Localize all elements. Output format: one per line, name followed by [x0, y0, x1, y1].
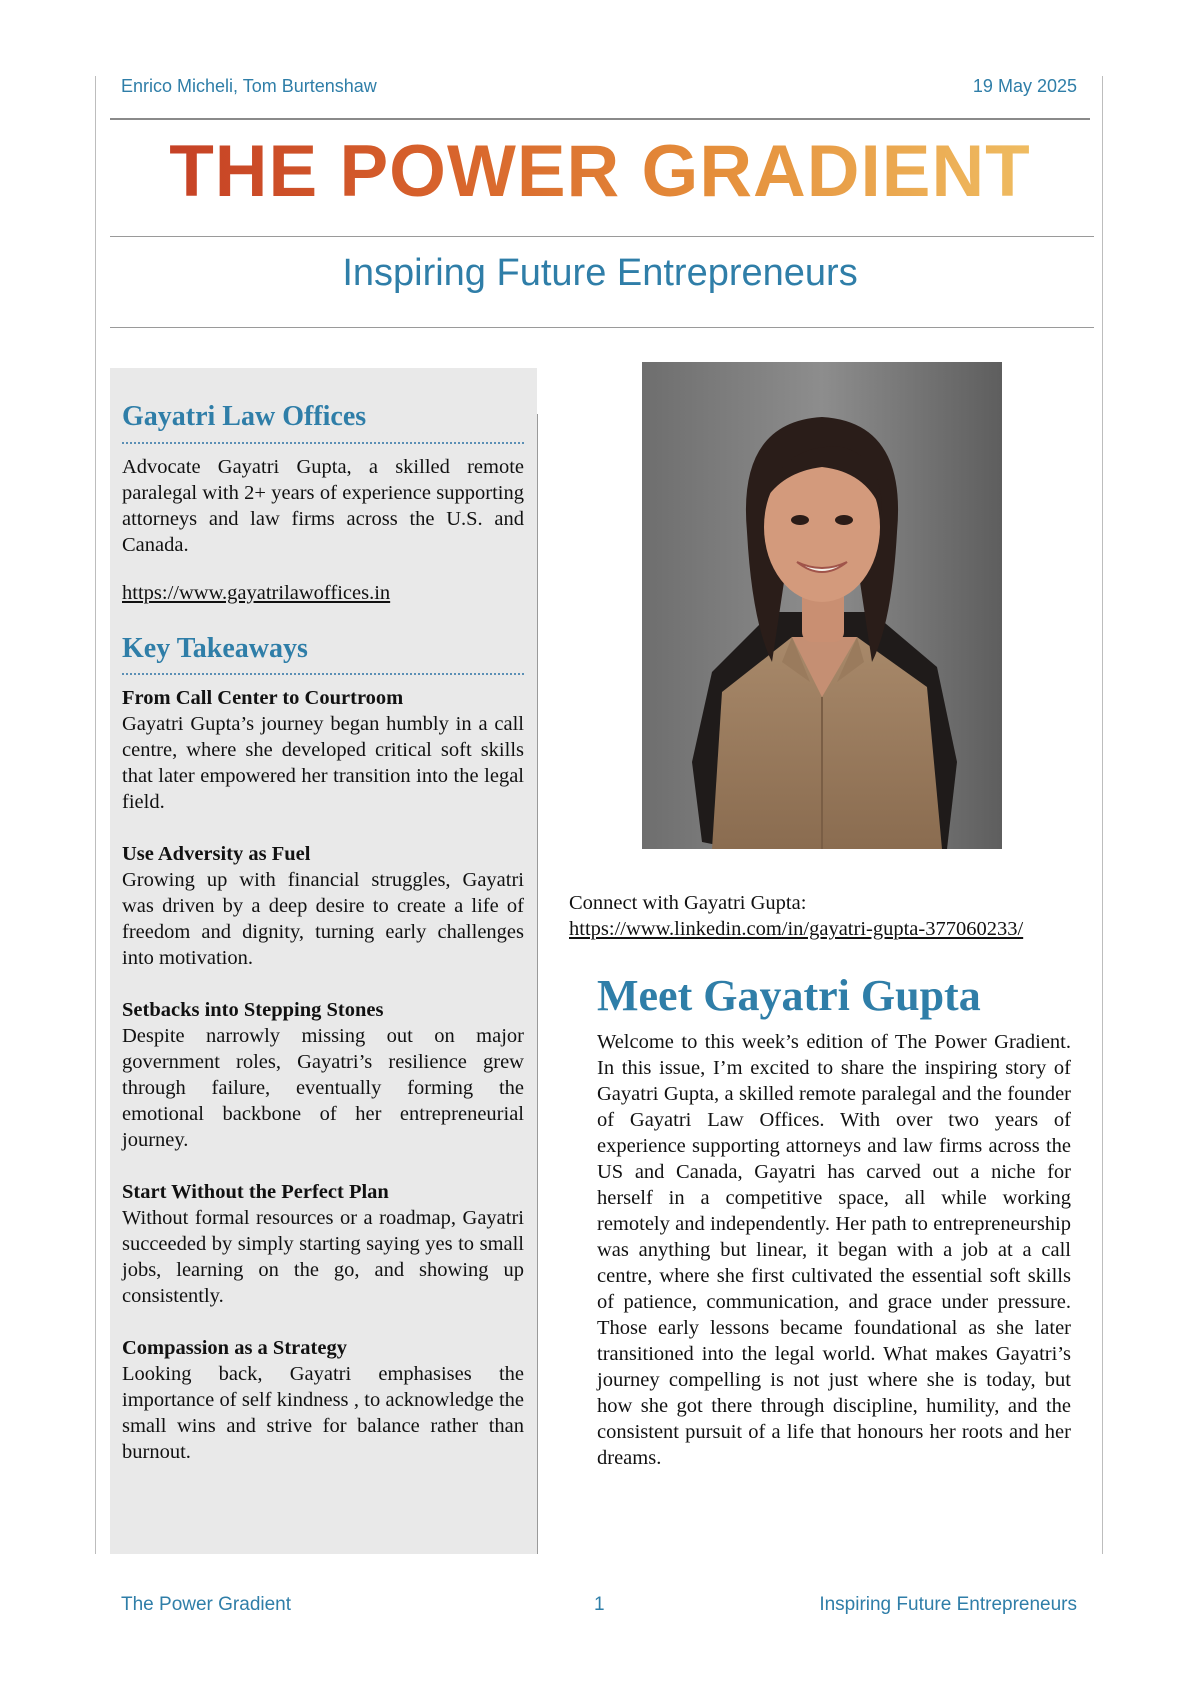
takeaway-title: Use Adversity as Fuel	[122, 843, 311, 866]
footer-page-number: 1	[594, 1594, 605, 1615]
company-heading-underline	[122, 442, 524, 444]
newsletter-title: THE POWER GRADIENT	[110, 130, 1090, 213]
takeaway-item	[122, 1335, 524, 1465]
company-website-link[interactable]: https://www.gayatrilawoffices.in	[122, 581, 391, 604]
article-heading: Meet Gayatri Gupta	[597, 971, 981, 1020]
takeaway-item	[122, 841, 524, 971]
masthead-divider	[110, 236, 1094, 237]
header-date: 19 May 2025	[972, 76, 1077, 96]
takeaway-item	[122, 685, 524, 815]
header-divider	[110, 118, 1090, 120]
company-description: Advocate Gayatri Gupta, a skilled remote paralegal with 2+ years of experience supporting attorneys and law firms across the U.S. and Canada.	[122, 455, 524, 556]
takeaway-item	[122, 997, 524, 1153]
connect-label: Connect with Gayatri Gupta:	[569, 892, 807, 914]
sidebar-content	[122, 400, 524, 1491]
takeaway-title: From Call Center to Courtroom	[122, 687, 404, 710]
article-body: Welcome to this week’s edition of The Power Gradient. In this issue, I’m excited to share the inspiring story of Gayatri Gupta, a skilled remote paralegal and the founder of Gayatri Law Offices. With over two years of experience supporting attorneys and law firms across the US and Canada, Gayatri has carved out a niche for herself in a competitive space, all while working remotely and independently. Her path to entrepreneurship was anything but linear, it began with a job at a call centre, where she first cultivated the essential soft skills of patience, communication, and grace under pressure. Those early lessons became foundational as she later transitioned into the legal world. What makes Gayatri’s journey compelling is not just where she is today, but how she got there through discipline, humility, and the consistent pursuit of a life that honours her roots and her dreams.	[597, 1031, 1071, 1469]
takeaway-text: Looking back, Gayatri emphasises the importance of self kindness , to acknowledge the small wins and strive for balance rather than burnout.	[122, 1363, 524, 1464]
connect-block	[569, 890, 1023, 942]
footer-right: Inspiring Future Entrepreneurs	[819, 1594, 1077, 1615]
takeaway-text: Gayatri Gupta’s journey began humbly in a call centre, where she developed critical soft skills that later empowered her transition into the legal field.	[122, 713, 524, 814]
sidebar-edge-rule	[537, 414, 538, 1554]
takeaway-text: Without formal resources or a roadmap, Gayatri succeeded by simply starting saying yes to small jobs, learning on the go, and showing up consistently.	[122, 1207, 524, 1308]
right-margin-rule	[1102, 76, 1103, 1554]
company-heading: Gayatri Law Offices	[122, 401, 367, 432]
newsletter-subtitle: Inspiring Future Entrepreneurs	[342, 252, 858, 294]
takeaway-text: Despite narrowly missing out on major government roles, Gayatri’s resilience grew through failure, eventually forming the emotional backbone of her entrepreneurial journey.	[122, 1025, 524, 1152]
takeaway-title: Setbacks into Stepping Stones	[122, 999, 384, 1022]
takeaways-heading-underline	[122, 673, 524, 675]
takeaway-item	[122, 1179, 524, 1309]
takeaways-heading: Key Takeaways	[122, 632, 308, 664]
footer-left: The Power Gradient	[121, 1594, 292, 1615]
linkedin-link[interactable]: https://www.linkedin.com/in/gayatri-gupta-377060233/	[569, 918, 1024, 940]
takeaway-title: Start Without the Perfect Plan	[122, 1181, 389, 1204]
header-authors: Enrico Micheli, Tom Burtenshaw	[121, 76, 377, 96]
takeaway-text: Growing up with financial struggles, Gayatri was driven by a deep desire to create a life of freedom and dignity, turning early challenges into motivation.	[122, 869, 524, 970]
takeaway-title: Compassion as a Strategy	[122, 1337, 347, 1360]
left-margin-rule	[95, 76, 96, 1554]
subtitle-divider	[110, 327, 1094, 328]
portrait-photo	[642, 362, 1002, 849]
